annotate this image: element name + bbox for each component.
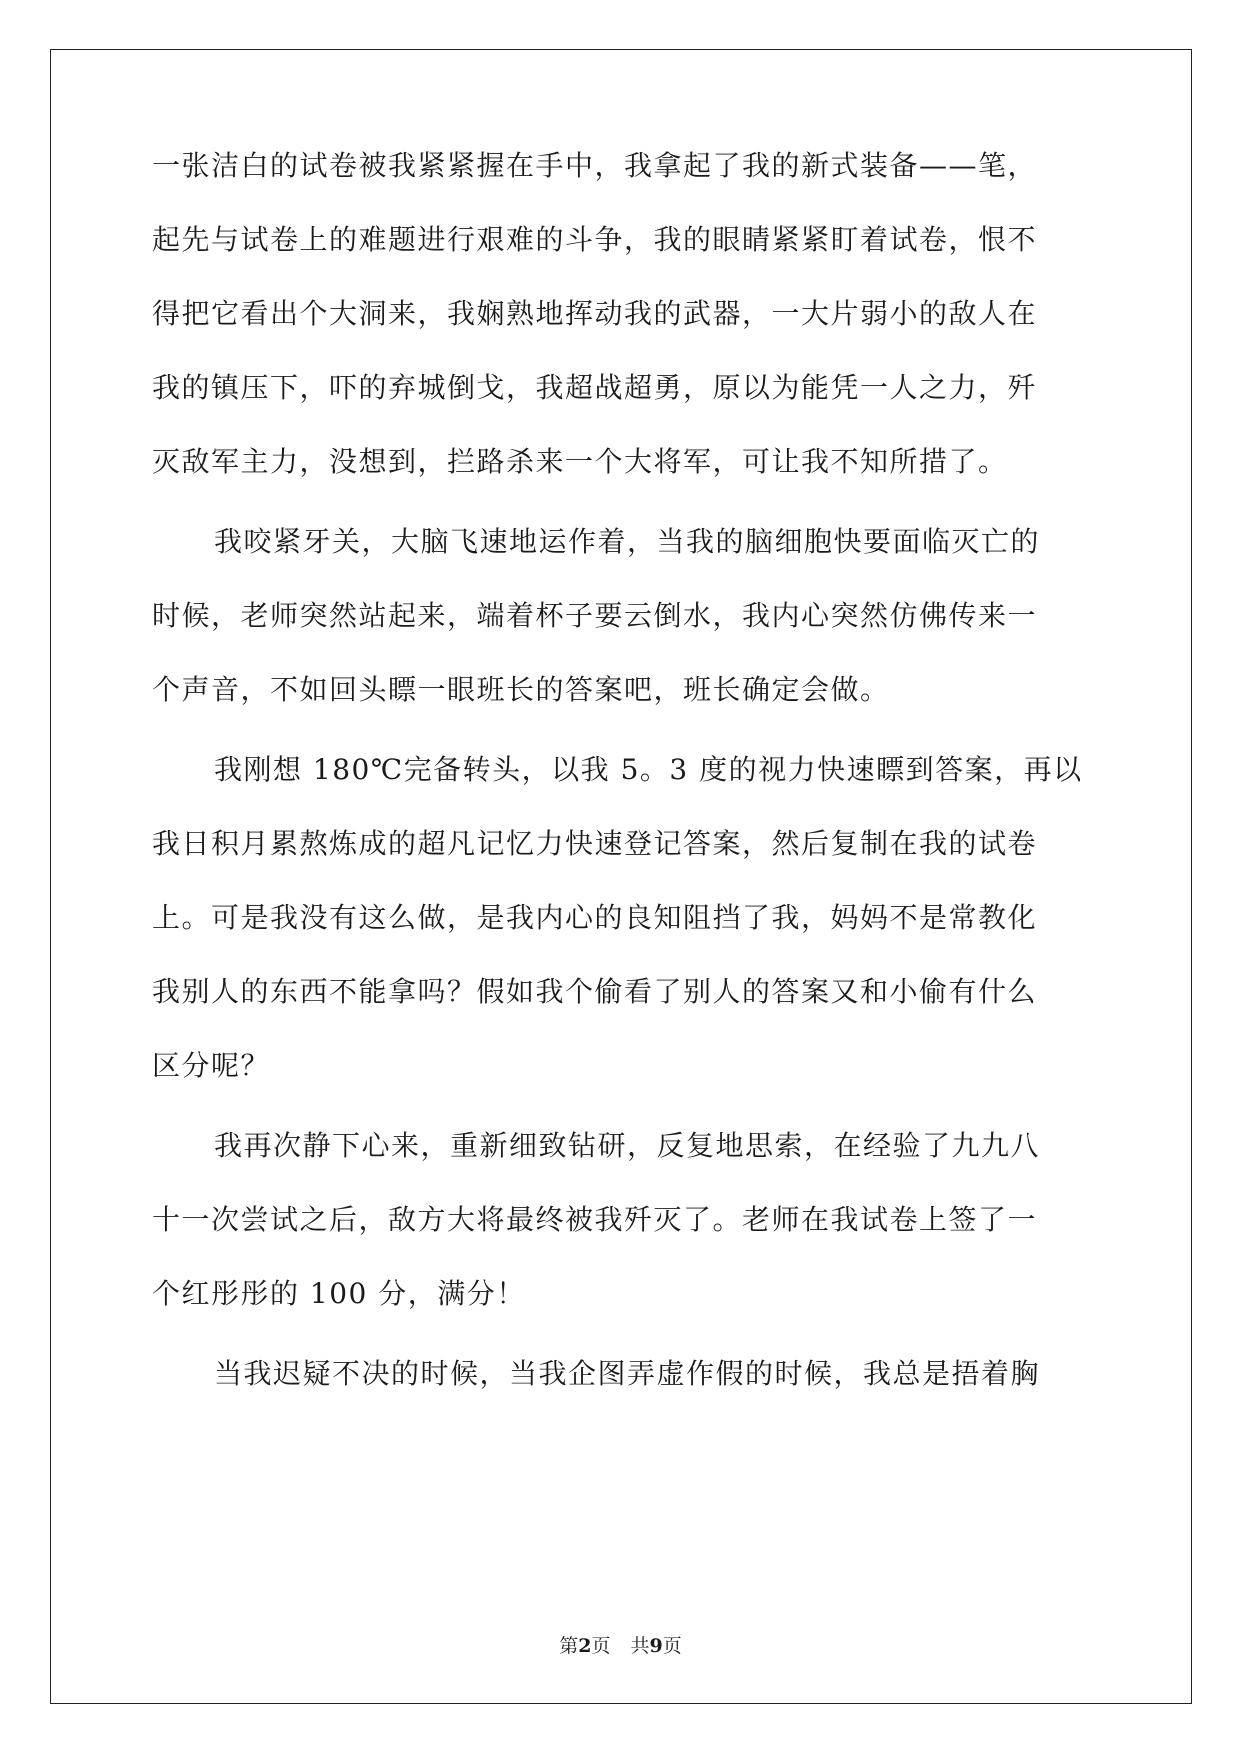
text-line: 十一次尝试之后，敌方大将最终被我歼灭了。老师在我试卷上签了一 bbox=[152, 1203, 1038, 1236]
page-number: 2 bbox=[578, 1635, 592, 1657]
page-footer bbox=[0, 1634, 1241, 1658]
text-line: 起先与试卷上的难题进行艰难的斗争，我的眼睛紧紧盯着试卷，恨不 bbox=[152, 223, 1038, 256]
total-suffix: 页 bbox=[662, 1635, 682, 1657]
page-prefix: 第 bbox=[559, 1635, 579, 1657]
total-prefix: 共 bbox=[630, 1635, 650, 1657]
paragraph-start-line: 当我迟疑不决的时候，当我企图弄虚作假的时候，我总是捂着胸 bbox=[214, 1357, 1041, 1390]
page-total: 9 bbox=[649, 1635, 663, 1657]
text-line: 灭敌军主力，没想到，拦路杀来一个大将军，可让我不知所措了。 bbox=[152, 445, 1008, 478]
text-line: 我的镇压下，吓的弃城倒戈，我超战超勇，原以为能凭一人之力，歼 bbox=[152, 371, 1038, 404]
text-line: 上。可是我没有这么做，是我内心的良知阻挡了我，妈妈不是常教化 bbox=[152, 901, 1038, 934]
text-line: 一张洁白的试卷被我紧紧握在手中，我拿起了我的新式装备——笔， bbox=[152, 149, 1038, 182]
text-line: 我日积月累熬炼成的超凡记忆力快速登记答案，然后复制在我的试卷 bbox=[152, 827, 1038, 860]
paragraph-start-line: 我咬紧牙关，大脑飞速地运作着，当我的脑细胞快要面临灭亡的 bbox=[214, 525, 1041, 558]
paragraph-start-line: 我刚想 180℃完备转头，以我 5。3 度的视力快速瞟到答案，再以 bbox=[214, 753, 1083, 786]
page-suffix: 页 bbox=[591, 1635, 611, 1657]
text-line: 得把它看出个大洞来，我娴熟地挥动我的武器，一大片弱小的敌人在 bbox=[152, 297, 1038, 330]
text-line: 我别人的东西不能拿吗？假如我个偷看了别人的答案又和小偷有什么 bbox=[152, 975, 1038, 1008]
text-line: 时候，老师突然站起来，端着杯子要云倒水，我内心突然仿佛传来一 bbox=[152, 599, 1038, 632]
paragraph-start-line: 我再次静下心来，重新细致钻研，反复地思索，在经验了九九八 bbox=[214, 1129, 1041, 1162]
text-line: 个红彤彤的 100 分，满分！ bbox=[152, 1277, 526, 1310]
text-line: 区分呢？ bbox=[152, 1049, 271, 1082]
text-line: 个声音，不如回头瞟一眼班长的答案吧，班长确定会做。 bbox=[152, 673, 890, 706]
